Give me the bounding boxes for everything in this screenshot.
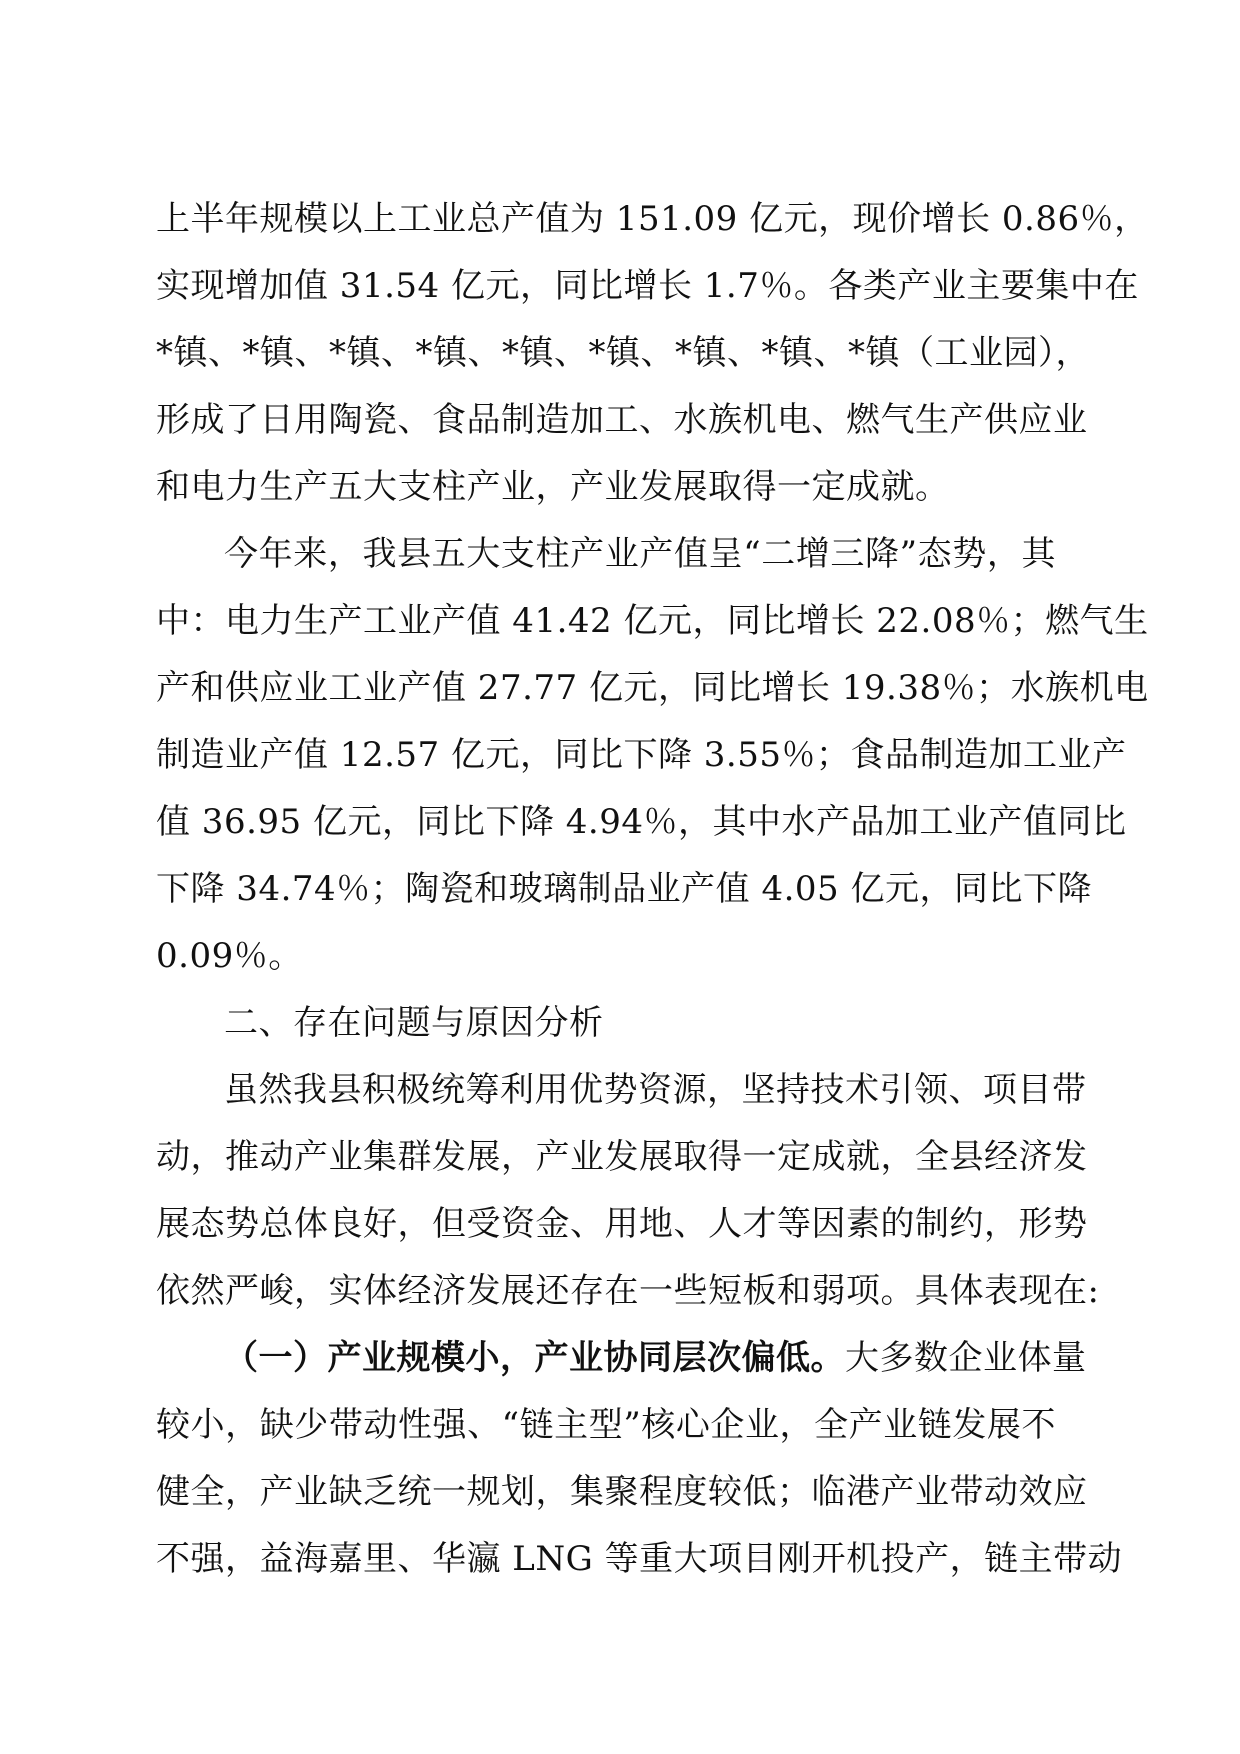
- paragraph-3-line-3: 展态势总体良好，但受资金、用地、人才等因素的制约，形势: [156, 1204, 1088, 1244]
- paragraph-1-line-5: 和电力生产五大支柱产业，产业发展取得一定成就。: [156, 467, 950, 507]
- paragraph-2-line-3: 产和供应业工业产值 27.77 亿元，同比增长 19.38％；水族机电: [156, 668, 1149, 708]
- paragraph-2-line-6: 下降 34.74％；陶瓷和玻璃制品业产值 4.05 亿元，同比下降: [156, 869, 1092, 909]
- paragraph-2-line-7: 0.09％。: [156, 936, 303, 976]
- paragraph-3-line-2: 动，推动产业集群发展，产业发展取得一定成就，全县经济发: [156, 1137, 1088, 1177]
- paragraph-4-line-4: 不强，益海嘉里、华瀛 LNG 等重大项目刚开机投产，链主带动: [156, 1539, 1123, 1579]
- paragraph-1-line-2: 实现增加值 31.54 亿元，同比增长 1.7％。各类产业主要集中在: [156, 266, 1139, 306]
- paragraph-4-first-line-rest: 大多数企业体量: [845, 1338, 1087, 1378]
- paragraph-2-line-1: 今年来，我县五大支柱产业产值呈“二增三降”态势，其: [224, 534, 1056, 574]
- paragraph-2-line-4: 制造业产值 12.57 亿元，同比下降 3.55％；食品制造加工业产: [156, 735, 1127, 775]
- paragraph-4-bold-lead: （一）产业规模小，产业协同层次偏低。: [224, 1338, 845, 1378]
- document-body: [156, 186, 1149, 1593]
- paragraph-1-line-3: *镇、*镇、*镇、*镇、*镇、*镇、*镇、*镇、*镇（工业园），: [156, 333, 1090, 373]
- paragraph-1-line-1: 上半年规模以上工业总产值为 151.09 亿元，现价增长 0.86％，: [156, 199, 1149, 239]
- paragraph-1-line-4: 形成了日用陶瓷、食品制造加工、水族机电、燃气生产供应业: [156, 400, 1088, 440]
- paragraph-3-line-1: 虽然我县积极统筹利用优势资源，坚持技术引领、项目带: [224, 1070, 1087, 1110]
- paragraph-3-line-4: 依然严峻，实体经济发展还存在一些短板和弱项。具体表现在:: [156, 1271, 1100, 1311]
- section-heading: 二、存在问题与原因分析: [224, 1003, 604, 1043]
- paragraph-2-line-2: 中：电力生产工业产值 41.42 亿元，同比增长 22.08％；燃气生: [156, 601, 1149, 641]
- paragraph-4-line-2: 较小，缺少带动性强、“链主型”核心企业，全产业链发展不: [156, 1405, 1056, 1445]
- paragraph-2-line-5: 值 36.95 亿元，同比下降 4.94％，其中水产品加工业产值同比: [156, 802, 1127, 842]
- paragraph-4-line-1: [156, 1325, 1087, 1392]
- paragraph-4-line-3: 健全，产业缺乏统一规划，集聚程度较低；临港产业带动效应: [156, 1472, 1088, 1512]
